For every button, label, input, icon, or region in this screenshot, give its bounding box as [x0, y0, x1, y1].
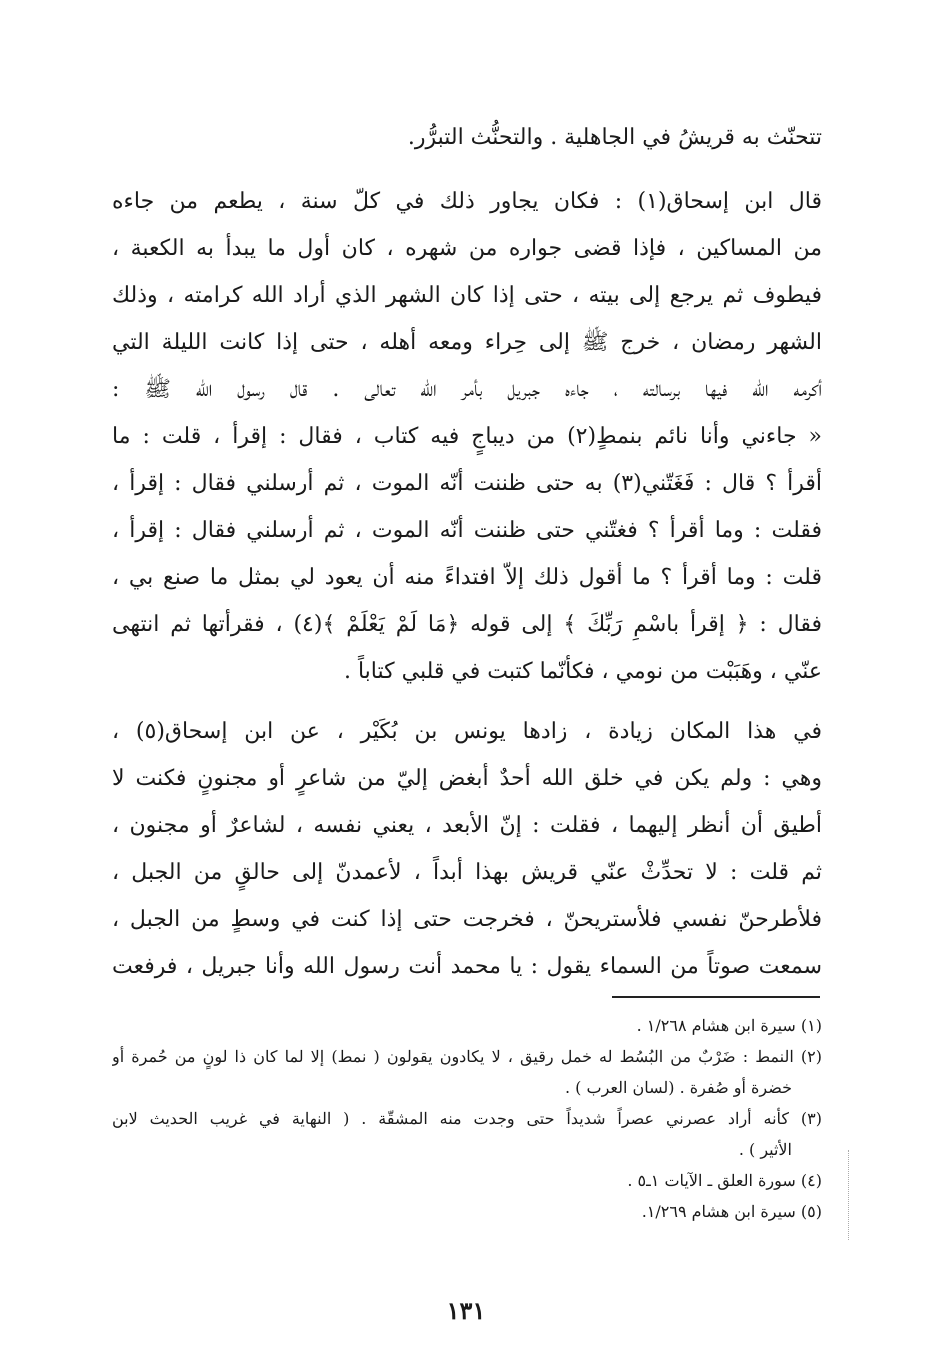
footnote-4: (٤) سورة العلق ـ الآيات ١ـ٥ .: [627, 1171, 822, 1190]
text-line: قلت : وما أقرأ ؟ ما أقول ذلك إلاّ افتداءً منه أن يعود لي بمثل ما صنع بي ،: [112, 565, 822, 590]
text-line: ثم قلت : لا تحدِّثْ عنّي قريش بهذا أبداً ، لأعمدنّ إلى حالقٍ من الجبل ،: [112, 860, 822, 885]
text-line: قال ابن إسحاق(١) : فكان يجاور ذلك في كلّ سنة ، يطعم من جاءه: [112, 189, 822, 214]
text-line: وهي : ولم يكن في خلق الله أحدٌ أبغض إليّ من شاعرٍ أو مجنونٍ فكنت لا: [112, 766, 822, 791]
footnote-5: (٥) سيرة ابن هشام ١/٢٦٩.: [641, 1202, 822, 1221]
text-line: فيطوف ثم يرجع إلى بيته ، حتى إذا كان الشهر الذي أراد الله كرامته ، وذلك: [112, 283, 822, 308]
text-line: فقلت : وما أقرأ ؟ فغتّني حتى ظننت أنّه الموت ، ثم أرسلني فقال : إقرأ ،: [112, 518, 822, 543]
text-line: من المساكين ، فإذا قضى جواره من شهره ، كان أول ما يبدأ به الكعبة ،: [112, 236, 822, 261]
footnote-1: (١) سيرة ابن هشام ١/٢٦٨ .: [636, 1016, 822, 1035]
text-line: عنّي ، وهَبَبْت من نومي ، فكأنّما كتبت في قلبي كتاباً .: [343, 659, 822, 684]
paragraph-yunus-addition: [112, 708, 822, 990]
text-line: فلأطرحنّ نفسي فلأستريحنّ ، فخرجت حتى إذا كنت في وسطٍ من الجبل ،: [112, 907, 822, 932]
text-line: تتحنّث به قريشُ في الجاهلية . والتحنُّث التبرُّر.: [407, 125, 822, 150]
footnotes: [112, 1010, 822, 1227]
paragraph-ibn-ishaq: [112, 178, 822, 695]
text-line: أطيق أن أنظر إليهما ، فقلت : إنّ الأبعد ، يعني نفسه ، لشاعرٌ أو مجنون ،: [112, 813, 822, 838]
text-line: فقال : ﴿ إقرأ باسْمِ رَبِّكَ ﴾ إلى قوله ﴿مَا لَمْ يَعْلَمْ ﴾(٤) ، فقرأتها ثم انتهى: [112, 612, 822, 637]
footnote-separator: [612, 996, 820, 998]
paragraph-intro: [112, 114, 822, 161]
footnote-3-continuation: الأثير ) .: [738, 1140, 792, 1159]
footnote-3: (٣) كأنه أراد عصرني عصراً شديداً حتى وجدت منه المشقّة . ( النهاية في غريب الحديث لابن: [112, 1109, 822, 1128]
text-line: الشهر رمضان ، خرج ﷺ إلى حِراء ومعه أهله ، حتى إذا كانت الليلة التي: [112, 330, 822, 355]
text-line: في هذا المكان زيادة ، زادها يونس بن بُكَيْر ، عن ابن إسحاق(٥) ،: [112, 719, 822, 744]
margin-mark: [848, 1150, 851, 1240]
text-line: « جاءني وأنا نائم بنمطٍ(٢) من ديباجٍ فيه كتاب ، فقال : إقرأ ، قلت : ما: [112, 424, 822, 449]
text-line: سمعت صوتاً من السماء يقول : يا محمد أنت رسول الله وأنا جبريل ، فرفعت: [112, 954, 822, 979]
page-number: ١٣١: [446, 1296, 486, 1325]
text-line: أكرمه الله فيها برسالته ، جاءه جبريل بأمر الله تعالى . قال رسول الله ﷺ :: [112, 377, 822, 402]
text-line: أقرأ ؟ قال : فَغَتّني(٣) به حتى ظننت أنّه الموت ، ثم أرسلني فقال : إقرأ ،: [112, 471, 822, 496]
footnote-2-continuation: خضرة أو صُفرة . (لسان العرب ) .: [565, 1078, 792, 1097]
footnote-2: (٢) النمط : ضَرْبٌ من البُسُط له خمل رقيق ، لا يكادون يقولون ( نمط) إلا لما كان ذا لونٍ من حُمرة أو: [112, 1047, 822, 1066]
